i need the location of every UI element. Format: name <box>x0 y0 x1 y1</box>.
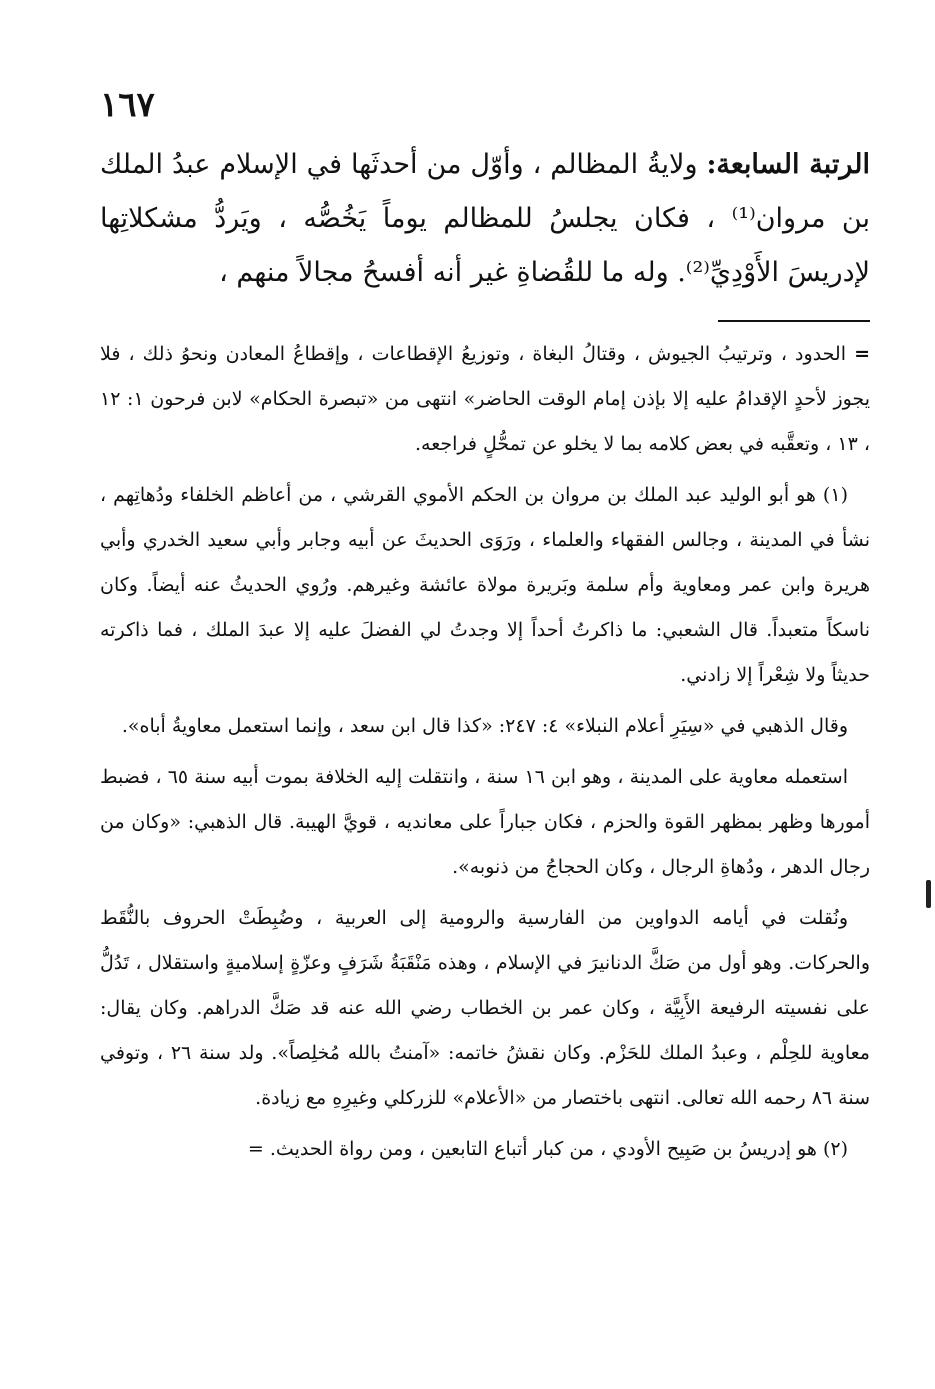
main-body: ولايةُ المظالم ، وأوّل من أحدثَها في الإسلام عبدُ الملك بن مروان⁽¹⁾ ، فكان يجلسُ للمظالم يوماً يَخُصُّه ، ويَردُّ مشكلاتِها لإدريسَ الأَوْدِيِّ⁽²⁾. وله ما للقُضاةِ غير أنه أفسحُ مجالاً منهم ، <box>100 149 870 288</box>
footnote-1-paragraph-3: استعمله معاوية على المدينة ، وهو ابن ١٦ سنة ، وانتقلت إليه الخلافة بموت أبيه سنة ٦٥ ، فضبط أمورها وظهر بمظهر القوة والحزم ، فكان جباراً على معانديه ، قويَّ الهيبة. قال الذهبي: «وكان من رجال الدهر ، ودُهاةِ الرجال ، وكان الحجاجُ من ذنوبه». <box>100 766 870 878</box>
footnote-separator <box>718 320 870 322</box>
footnote-2: (٢) هو إدريسُ بن صَبِيح الأودي ، من كبار أتباع التابعين ، ومن رواة الحديث. = <box>247 1138 848 1160</box>
footnote-1-paragraph-4: ونُقلت في أيامه الدواوين من الفارسية والرومية إلى العربية ، وضُبِطَتْ الحروف بالنُّقَط والحركات. وهو أول من صَكَّ الدنانيرَ في الإسلام ، وهذه مَنْقَبَةُ شَرَفٍ وعزّةٍ إسلاميةٍ واستقلال ، تَدُلُّ على نفسيته الرفيعة الأَبِيَّة ، وكان عمر بن الخطاب رضي الله عنه قد صَكَّ الدراهم. وكان يقال: معاوية للحِلْم ، وعبدُ الملك للحَزْم. وكان نقشُ خاتمه: «آمنتُ بالله مُخلِصاً». ولد سنة ٢٦ ، وتوفي سنة ٨٦ رحمه الله تعالى. انتهى باختصار من «الأعلام» للزركلي وغيرِهِ مع زيادة. <box>100 907 870 1109</box>
continuation-text: الحدود ، وترتيبُ الجيوش ، وقتالُ البغاة ، وتوزيعُ الإقطاعات ، وإقطاعُ المعادن ونحوُ ذلك ، فلا يجوز لأحدٍ الإقدامُ عليه إلا بإذن إمام الوقت الحاضر» انتهى من «تبصرة الحكام» لابن فرحون ١: ١٢ ، ١٣ ، وتعقَّبه في بعض كلامه بما لا يخلو عن تمحُّلٍ فراجعه. <box>100 343 870 455</box>
continuation-mark: = <box>854 343 870 365</box>
heading-lead: الرتبة السابعة: <box>706 149 870 180</box>
footnotes <box>100 332 870 1178</box>
page-number: ١٦٧ <box>100 85 155 125</box>
margin-mark <box>926 880 931 908</box>
footnote-1-paragraph-2: وقال الذهبي في «سِيَرِ أعلام النبلاء» ٤: ٢٤٧: «كذا قال ابن سعد ، وإنما استعمل معاويةُ أباه». <box>121 715 848 737</box>
main-text <box>100 138 870 300</box>
main-paragraph <box>100 138 870 300</box>
footnote-1: (١) هو أبو الوليد عبد الملك بن مروان بن الحكم الأموي القرشي ، من أعاظم الخلفاء ودُهاتِهم ، نشأ في المدينة ، وجالس الفقهاء والعلماء ، ورَوَى الحديثَ عن أبيه وجابر وأبي سعيد الخدري وأبي هريرة وابن عمر ومعاوية وأم سلمة وبَريرة مولاة عائشة وغيرهم. ورُوي الحديثُ عنه أيضاً. وكان ناسكاً متعبداً. قال الشعبي: ما ذاكرتُ أحداً إلا وجدتُ لي الفضلَ عليه إلا عبدَ الملك ، فما ذاكرته حديثاً ولا شِعْراً إلا زادني. <box>100 484 870 686</box>
footnote-continuation <box>100 332 870 467</box>
